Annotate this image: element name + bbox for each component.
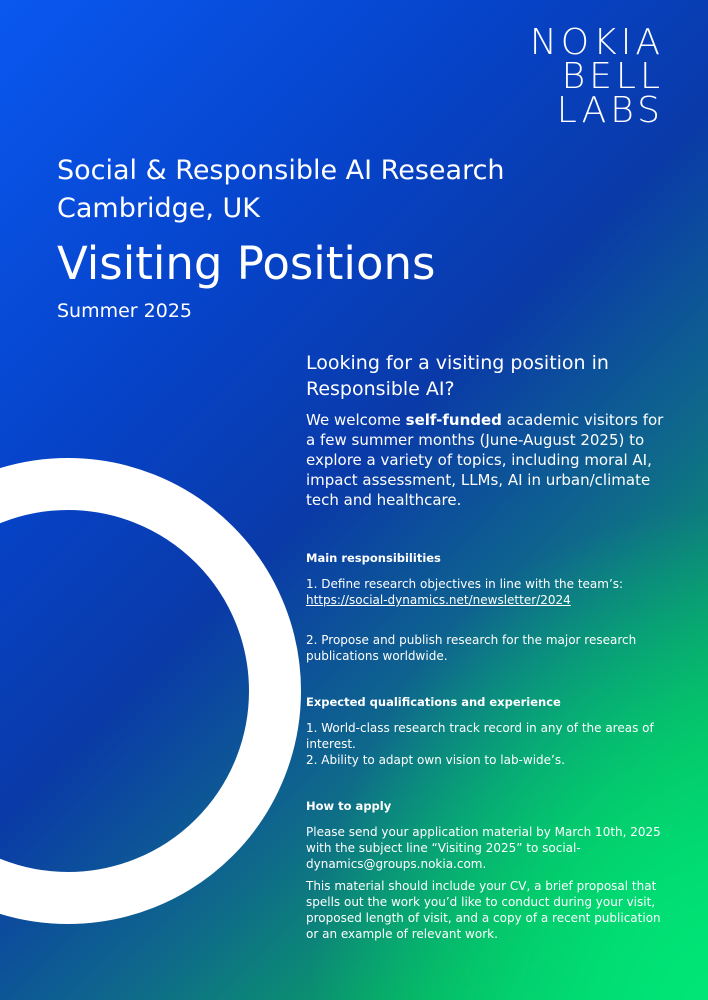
page-title: Visiting Positions	[57, 237, 436, 290]
qualification-item-2: 2. Ability to adapt own vision to lab-wide’s.	[306, 753, 565, 767]
logo-line-nokia: NOKIA	[529, 22, 664, 63]
responsibility-item-1-text: 1. Define research objectives in line with the team’s:	[306, 577, 624, 591]
apply-heading: How to apply	[306, 799, 392, 813]
logo-line-labs: LABS	[556, 90, 664, 131]
subtitle-line-1: Social & Responsible AI Research	[57, 155, 505, 186]
header	[57, 152, 505, 324]
apply-paragraph-2: This material should include your CV, a brief proposal that spells out the work you’d like to conduct during your visit, proposed length of visit, and a copy of a recent publication or an example of relevant work.	[306, 879, 661, 941]
welcome-bold: self-funded	[405, 411, 502, 429]
subtitle-line-2: Cambridge, UK	[57, 193, 260, 224]
decorative-ring	[0, 458, 301, 924]
qualifications-heading: Expected qualifications and experience	[306, 695, 561, 709]
welcome-post: academic visitors for a few summer months (June-August 2025) to explore a variety of topics, including moral AI, impact assessment, LLMs, AI in urban/climate tech and healthcare.	[306, 411, 664, 509]
nokia-bell-labs-logo	[529, 22, 664, 131]
responsibilities-heading: Main responsibilities	[306, 551, 441, 565]
qualification-item-1: 1. World-class research track record in any of the areas of interest.	[306, 721, 654, 751]
welcome-pre: We welcome	[306, 411, 406, 429]
responsibility-item-1	[306, 576, 676, 608]
apply-paragraph-1: Please send your application material by March 10th, 2025 with the subject line “Visiting 2025” to social-dynamics@groups.nokia.com.	[306, 825, 661, 871]
responsibility-item-2: 2. Propose and publish research for the major research publications worldwide.	[306, 633, 637, 663]
lead-question: Looking for a visiting position in Responsible AI?	[306, 352, 609, 400]
newsletter-link[interactable]: https://social-dynamics.net/newsletter/2024	[306, 593, 571, 607]
content-column	[306, 350, 676, 942]
welcome-paragraph	[306, 410, 676, 510]
logo-line-bell: BELL	[561, 56, 664, 97]
season-label: Summer 2025	[57, 300, 193, 322]
